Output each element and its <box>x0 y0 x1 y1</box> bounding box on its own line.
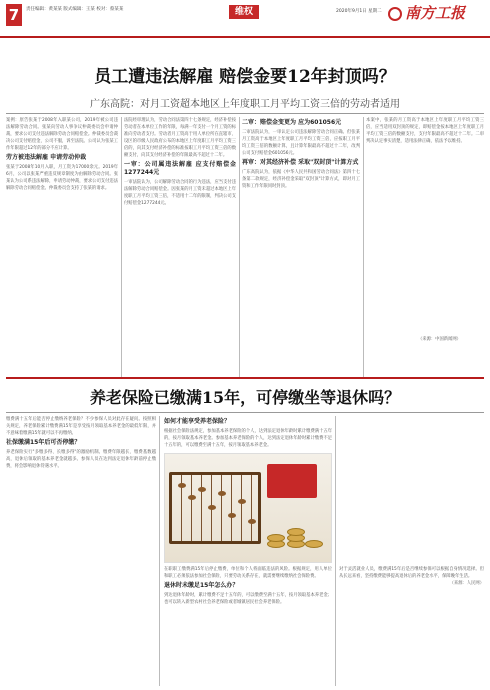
issue-date: 2020年9月1日 星期二 <box>336 9 382 14</box>
coin <box>267 534 285 542</box>
article1-body-2: 法院经审理认为，劳动合同法第四十七条规定，经济补偿按劳动者在本单位工作的年限，每满一年支付一个月工资的标准向劳动者支付。劳动者月工资高于用人单位所在直辖市、设区的市级人民政府公布的本地区上年度职工月平均工资三倍的，向其支付经济补偿的标准按职工月平均工资三倍的数额支付，向其支付经济补偿的年限最高不超过十二年。 <box>124 118 236 158</box>
abacus-bead <box>238 499 246 504</box>
logo-emblem-icon <box>388 7 402 21</box>
article1-col2 <box>124 117 236 377</box>
coin <box>287 528 305 536</box>
article1-subhead-4: 再审：对其经济补偿 采取"双封顶"计算方式 <box>242 159 359 166</box>
article2-intro: 缴费满十五年后能否停止缴纳养老保险？不少参保人员对此存在疑问。按照相关规定，养老保险累计缴费满15年是享受按月领取基本养老金的最低年限，并不意味着缴满15年就可以不再缴纳。 <box>6 417 156 436</box>
column-divider <box>121 117 122 377</box>
article2-body-1: 养老保险实行"多缴多得、长缴多得"的激励机制。缴费年限越长、缴费基数越高，退休后领取的基本养老金就越多。参保人员在达到法定退休年龄前停止缴费，将会影响退休待遇水平。 <box>6 450 156 469</box>
article1-body-3: 一审法院认为，公司解除劳动合同的行为违法，应当支付违法解除劳动合同赔偿金。因张某的月工资未超过本地区上年度职工月平均工资三倍，不适用十二年的限制，判决公司支付赔偿金1277244元。 <box>124 180 236 206</box>
article1-col4 <box>366 117 484 349</box>
page-number: 7 <box>6 4 22 26</box>
section-tag: 维权 <box>229 5 259 19</box>
logo-text: 南方工报 <box>405 4 466 22</box>
article2-body-4: 到达退休年龄时，累计缴费不足十五年的，可以缴费至满十五年，按月领取基本养老金；也可以转入新型农村社会养老保险或者城镇居民社会养老保险。 <box>164 593 332 605</box>
divider <box>6 113 484 114</box>
article1-intro: 案例：原告张某于2008年入职某公司，2019年被公司违法解除劳动合同。张某向劳动人事争议仲裁委员会申请仲裁，要求公司支付违法解除劳动合同赔偿金。仲裁委员会裁决公司支付赔偿金，公司不服，诉至法院。公司认为张某工作年限超过12年的部分不应计算。 <box>6 118 118 151</box>
article1-col3 <box>242 117 360 377</box>
pension-booklet-image <box>267 464 317 498</box>
masthead <box>0 0 490 38</box>
abacus-bead <box>218 491 226 496</box>
editor-line: 责任编辑：黄某某 版式编辑：王某 校对：蔡某某 <box>26 7 124 12</box>
abacus-bead <box>228 513 236 518</box>
article2-photo <box>164 453 332 563</box>
article1-col1 <box>6 117 118 377</box>
abacus-bead <box>198 487 206 492</box>
column-divider <box>335 416 336 686</box>
article1-subhead-3: 二审：赔偿金变更为 应为601056元 <box>242 119 342 126</box>
article2-col4 <box>339 566 484 682</box>
article1-source: （来源：中国新闻网） <box>418 337 461 342</box>
article2-headline: 养老保险已缴满15年，可停缴坐等退休吗？ <box>89 388 401 407</box>
article-divider <box>6 377 484 379</box>
article1-body-5: 广东高院认为，依据《中华人民共和国劳动合同法》第四十七条第二款规定，经济补偿金采取"双封顶"计算方式，即对月工资和工作年限同时封顶。 <box>242 170 360 189</box>
article1-subhead-2: 一审：公司属违法解雇 应支付赔偿金1277244元 <box>124 161 236 176</box>
newspaper-logo <box>388 2 488 24</box>
article2-col2 <box>164 416 332 452</box>
article2-source: （来源：人民网） <box>449 581 484 586</box>
article1-body-4: 二审法院认为，一审认定公司违法解除劳动合同正确。但张某月工资高于本地区上年度职工月平均工资三倍，应按职工月平均工资三倍的数额计算，且计算年限最高不超过十二年，改判公司支付赔偿金601056元。 <box>242 130 360 156</box>
column-divider <box>239 117 240 377</box>
article2-subhead-2: 如何才能享受养老保险？ <box>164 418 231 425</box>
article2-col1 <box>6 416 156 686</box>
editor-credits <box>26 7 123 13</box>
article1-body-1: 张某于2008年10月入职，月工资为17000余元。2019年6月，公司以张某严重违反规章制度为由解除劳动合同。张某认为公司系违法解除，申请劳动仲裁，要求公司支付违法解除劳动合同赔偿金。仲裁委员会支持了张某的请求。 <box>6 165 118 191</box>
article2-subhead-1: 社保缴满15年后可否停缴？ <box>6 439 81 446</box>
column-divider <box>363 117 364 377</box>
article2-subhead-3: 退休时未缴足15年怎么办？ <box>164 582 239 589</box>
abacus-bead <box>208 505 216 510</box>
article2-col2-lower <box>164 566 332 686</box>
abacus-bead <box>248 519 256 524</box>
abacus-bead <box>188 495 196 500</box>
article2-body-5: 对于灵活就业人员，缴费满15年后是否继续参保可以根据自身情况选择。但从长远来看，坚持缴费能够提高退休后的养老金水平，保障晚年生活。 <box>339 567 484 579</box>
article1-subheadline: 广东高院：对月工资超本地区上年度职工月平均工资三倍的劳动者适用 <box>90 99 400 110</box>
divider <box>6 412 484 413</box>
article1-body-6: 本案中，张某的月工资高于本地区上年度职工月平均工资三倍，应当适用双封顶的规定，即赔偿金按本地区上年度职工月平均工资三倍的数额支付，支付年限最高不超过十二年。二审判决认定事实清楚，适用法律正确，依法予以维持。 <box>366 118 484 144</box>
column-divider <box>159 416 160 686</box>
coin <box>305 540 323 548</box>
article2-body-2: 根据社会保险法规定，参加基本养老保险的个人，达到法定退休年龄时累计缴费满十五年的，按月领取基本养老金。参加基本养老保险的个人，达到法定退休年龄时累计缴费不足十五年的，可以缴费至满十五年，按月领取基本养老金。 <box>164 429 332 448</box>
abacus-image <box>169 472 261 544</box>
article1-headline: 员工遭违法解雇 赔偿金要12年封顶吗？ <box>94 67 396 87</box>
article2-body-3: 在职职工缴费满15年后停止缴费，单位和个人将面临违法的风险。根据规定，用人单位和职工必须依法参加社会保险，只要劳动关系存在，就需要继续缴纳社会保险费。 <box>164 567 332 579</box>
abacus-bead <box>178 483 186 488</box>
article1-subhead-1: 劳方被违法解雇 申请劳动仲裁 <box>6 154 87 161</box>
coins-image <box>263 500 323 554</box>
